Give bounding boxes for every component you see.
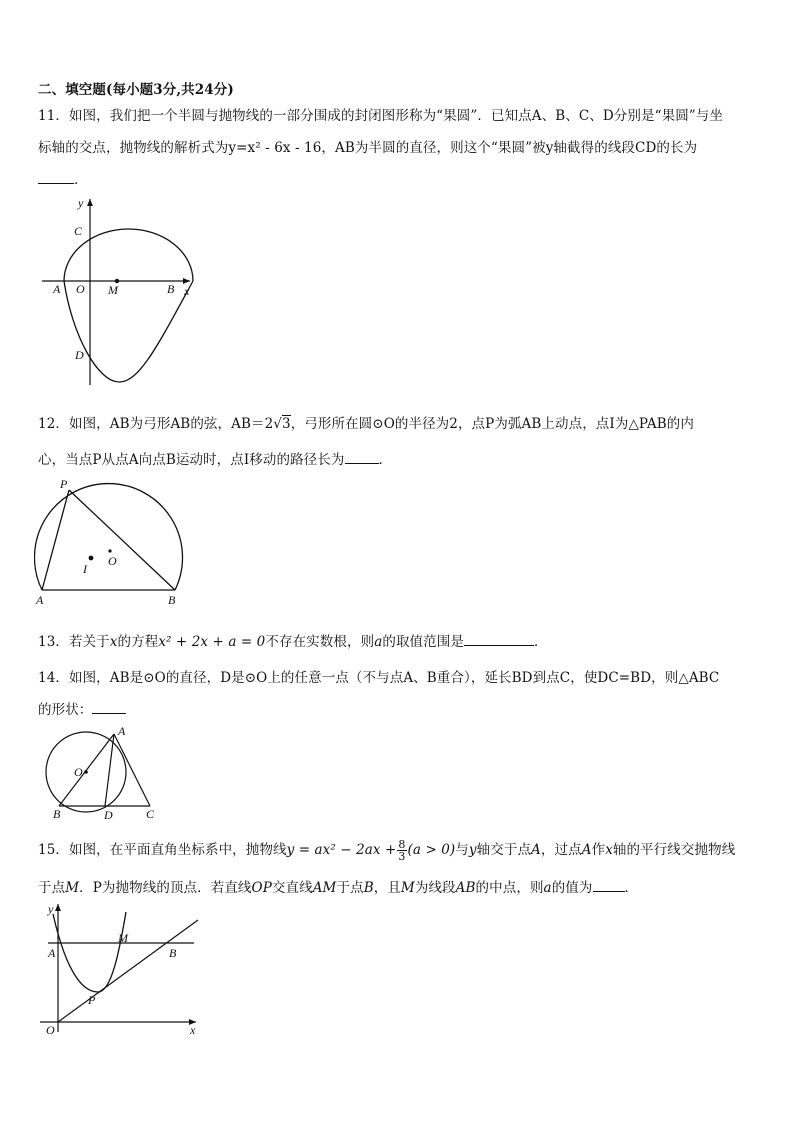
q11-label-A: A xyxy=(53,282,61,296)
q14-label-O: O xyxy=(74,765,83,779)
q15-text-b: 与 xyxy=(455,842,469,858)
q15-pt-M2: M xyxy=(400,880,415,896)
q15-pt-A: A xyxy=(531,842,541,858)
q13-text-c: 不存在实数根，则 xyxy=(265,634,375,650)
q15-line2 xyxy=(38,876,638,896)
q11-figure xyxy=(40,195,200,387)
q13-text-d: 的取值范围是 xyxy=(382,634,464,650)
q14-label-D: D xyxy=(104,808,113,820)
q12-label-A: A xyxy=(36,593,44,607)
q12-sqrt-arg: 3 xyxy=(281,416,291,432)
q13-answer-blank[interactable] xyxy=(464,633,534,646)
q15-text-i: 交直线 xyxy=(271,880,313,896)
q14-answer-blank[interactable] xyxy=(92,701,126,714)
q15-text-c: 轴交于点 xyxy=(476,842,532,858)
q15-label-B: B xyxy=(169,946,177,960)
q15-text-f: 轴的平行线交抛物线 xyxy=(612,842,736,858)
q15-text-l: 为线段 xyxy=(414,880,456,896)
q12-label-I: I xyxy=(83,562,87,576)
q14-line1: 14．如图，AB是⊙O的直径，D是⊙O上的任意一点（不与点A、B重合），延长BD到点C，使DC=BD，则△ABC xyxy=(38,670,720,686)
q14-label-B: B xyxy=(53,807,61,820)
q15-text-m: 的中点，则 xyxy=(475,880,544,896)
q15-OP: OP xyxy=(251,880,272,896)
q15-AM: AM xyxy=(312,880,337,896)
q15-var-a: a xyxy=(543,880,552,896)
q15-frac-num: 8 xyxy=(398,838,406,851)
q11-label-C: C xyxy=(74,224,83,238)
q15-pt-B: B xyxy=(363,880,374,896)
q15-pt-A2: A xyxy=(581,842,592,858)
q15-line1 xyxy=(38,838,735,862)
q13-line xyxy=(38,630,548,650)
q11-label-M: M xyxy=(108,283,118,297)
q15-text-j: 于点 xyxy=(336,880,364,896)
q13-text-a: 13．若关于 xyxy=(38,634,110,650)
q15-figure xyxy=(38,900,204,1036)
q15-text-h: ．P为抛物线的顶点．若直线 xyxy=(79,880,252,896)
q12-text-c: 心，当点P从点A向点B运动时，点I移动的路径长为 xyxy=(38,452,345,468)
q15-answer-blank[interactable] xyxy=(593,879,625,892)
q14-label-C: C xyxy=(146,807,155,820)
q11-label-B: B xyxy=(167,282,175,296)
q13-var-x: x xyxy=(109,634,118,650)
q15-label-P: P xyxy=(88,993,96,1007)
q11-label-O: O xyxy=(76,282,85,296)
q12-answer-blank[interactable] xyxy=(345,451,379,464)
q15-label-x: x xyxy=(190,1023,196,1036)
q14-text-b: 的形状： xyxy=(38,702,93,718)
q15-pt-M: M xyxy=(65,880,80,896)
q11-line1: 11．如图，我们把一个半圆与抛物线的一部分围成的封闭图形称为“果圆”．已知点A、B、C、D分别是“果圆”与坐 xyxy=(38,108,724,124)
q11-answer-blank[interactable] xyxy=(38,171,74,184)
q12-text-b: ，弓形所在圆⊙O的半径为2，点P为弧AB上动点，点I为△PAB的内 xyxy=(290,416,694,432)
q15-var-x: x xyxy=(605,842,613,858)
q15-label-y: y xyxy=(48,902,54,916)
q15-text-k: ，且 xyxy=(373,880,401,896)
q11-line2: 标轴的交点，抛物线的解析式为y=x² - 6x - 16，AB为半圆的直径，则这个“果圆”被y轴截得的线段CD的长为 xyxy=(38,140,698,156)
q15-var-y: y xyxy=(468,842,477,858)
q13-period: ． xyxy=(533,634,548,650)
q11-label-D: D xyxy=(75,348,84,362)
q15-text-n: 的值为 xyxy=(551,880,593,896)
q15-label-O: O xyxy=(46,1023,55,1036)
section-title: 二、填空题(每小题3分,共24分) xyxy=(38,82,234,98)
q15-label-M: M xyxy=(118,931,128,945)
q15-text-g: 于点 xyxy=(38,880,66,896)
q15-period: ． xyxy=(624,880,639,896)
q12-label-P: P xyxy=(60,477,68,491)
q15-equation: y = ax² − 2ax + xyxy=(286,842,397,858)
q12-label-B: B xyxy=(168,593,176,607)
q15-fraction xyxy=(397,839,406,862)
q12-figure xyxy=(34,476,190,610)
q14-line2 xyxy=(38,698,126,718)
q15-condition: (a > 0) xyxy=(407,842,456,858)
q12-line1 xyxy=(38,412,694,432)
q12-line2 xyxy=(38,448,392,468)
q13-equation: x² + 2x + a = 0 xyxy=(158,634,266,650)
q11-line3 xyxy=(38,168,88,188)
q11-label-y: y xyxy=(78,196,84,210)
q13-text-b: 的方程 xyxy=(117,634,159,650)
q15-frac-den: 3 xyxy=(398,850,406,863)
q15-text-a: 15．如图，在平面直角坐标系中，抛物线 xyxy=(38,842,287,858)
sqrt-symbol: √ xyxy=(273,416,282,432)
q13-var-a: a xyxy=(374,634,383,650)
q12-label-O: O xyxy=(108,554,117,568)
q12-period: ． xyxy=(378,452,393,468)
q14-figure xyxy=(40,724,160,820)
q11-label-x: x xyxy=(184,284,190,298)
q15-text-e: 作 xyxy=(591,842,606,858)
q15-AB: AB xyxy=(455,880,476,896)
q14-label-A: A xyxy=(118,724,126,738)
q11-period: ． xyxy=(74,172,88,188)
q15-text-d: ，过点 xyxy=(540,842,582,858)
q12-text-a: 12．如图，AB为弓形AB的弦，AB＝2 xyxy=(38,416,274,432)
q15-label-A: A xyxy=(48,946,56,960)
